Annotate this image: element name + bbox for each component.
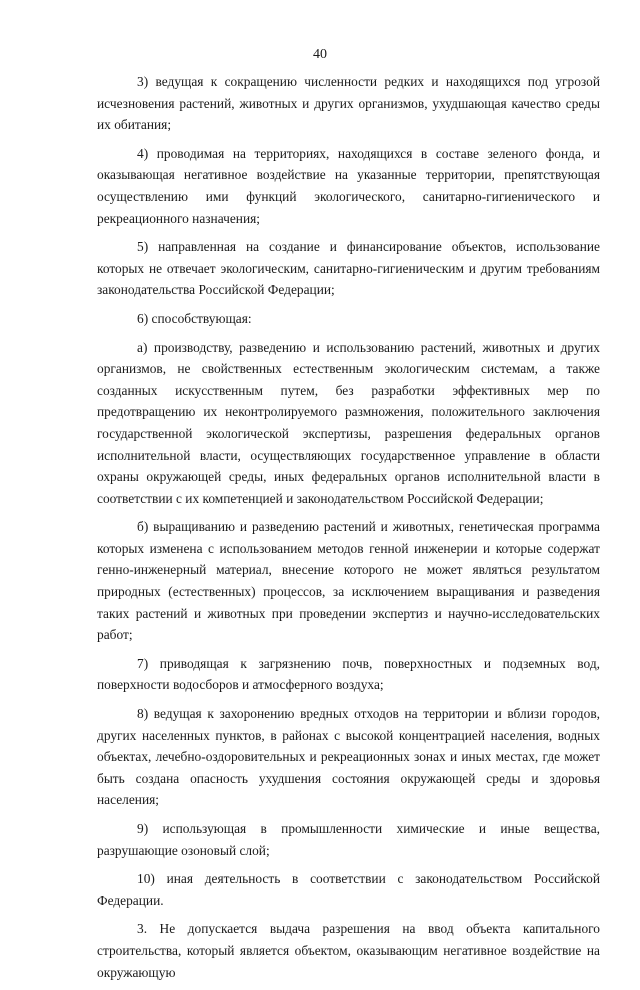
paragraph-subitem-a: а) производству, разведению и использованию растений, животных и других организмов, не свойственных естественным экологическим системам, а также созданных искусственным путем, без разработки эффективных мер по предотвращению их неконтролируемого размножения, положительного заключения государственной экологической экспертизы, разрешения федеральных органов исполнительной власти, осуществляющих государственное управление в области охраны окружающей среды, иных федеральных органов исполнительной власти в соответствии с их компетенцией и законодательством Российской Федерации;	[97, 339, 600, 506]
paragraph-item-3: 3) ведущая к сокращению численности редких и находящихся под угрозой исчезновения растений, животных и других организмов, ухудшающая качество среды их обитания;	[97, 74, 600, 133]
paragraph-item-6: 6) способствующая:	[137, 310, 252, 326]
paragraph-item-9: 9) использующая в промышленности химические и иные вещества, разрушающие озоновый слой;	[97, 821, 600, 858]
page-number: 40	[313, 47, 327, 62]
paragraph-clause-3: 3. Не допускается выдача разрешения на ввод объекта капитального строительства, который является объектом, оказывающим негативное воздействие на окружающую	[97, 921, 600, 980]
paragraph-item-10: 10) иная деятельность в соответствии с законодательством Российской Федерации.	[97, 871, 600, 908]
document-body	[97, 71, 600, 990]
paragraph-item-8: 8) ведущая к захоронению вредных отходов на территории и вблизи городов, других населенных пунктов, в районах с высокой концентрацией населения, водных объектах, лечебно-оздоровительных и рекреационных зонах и иных местах, где может быть создана опасность ухудшения состояния окружающей среды и здоровья населения;	[97, 706, 600, 808]
paragraph-item-7: 7) приводящая к загрязнению почв, поверхностных и подземных вод, поверхности водосборов и атмосферного воздуха;	[97, 655, 600, 693]
paragraph-item-5: 5) направленная на создание и финансирование объектов, использование которых не отвечает экологическим, санитарно-гигиеническим и другим требованиям законодательства Российской Федерации;	[97, 239, 600, 298]
paragraph-subitem-b: б) выращиванию и разведению растений и животных, генетическая программа которых изменена с использованием методов генной инженерии и которые содержат генно-инженерный материал, внесение которого не может являться результатом природных (естественных) процессов, за исключением выращивания и разведения таких растений и животных при проведении экспертиз и научно-исследовательских работ;	[97, 519, 600, 643]
paragraph-item-4: 4) проводимая на территориях, находящихся в составе зеленого фонда, и оказывающая негативное воздействие на указанные территории, препятствующая осуществлению ими функций экологического, санитарно-гигиенического и рекреационного назначения;	[97, 145, 600, 226]
